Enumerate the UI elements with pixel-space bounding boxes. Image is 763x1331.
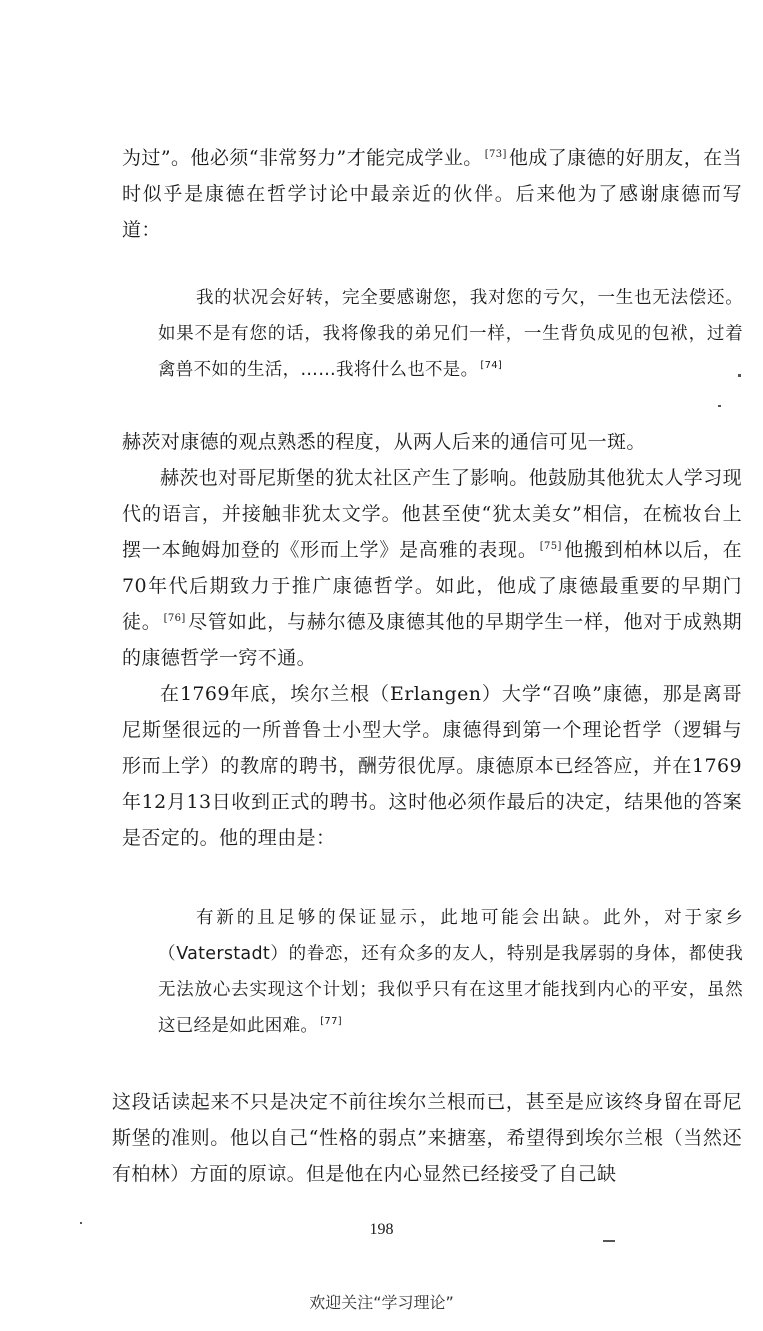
text-segment: 赫茨也对哥尼斯堡的犹太社区产生了影响。他鼓励其他犹太人学习现代的语言，并接触非犹太文学。他甚至使“犹太美女”相信，在梳妆台上摆一本鲍姆加登的《形而上学》是高雅的表现。 bbox=[122, 467, 743, 561]
text-segment: 赫茨对康德的观点熟悉的程度，从两人后来的通信可见一斑。 bbox=[122, 431, 646, 453]
quote-text: 我的状况会好转，完全要感谢您，我对您的亏欠，一生也无法偿还。如果不是有您的话，我将像我的弟兄们一样，一生背负成见的包袱，过着禽兽不如的生活，……我将什么也不是。 bbox=[158, 288, 743, 380]
footnote-ref-74: [74] bbox=[480, 360, 503, 372]
scan-speck bbox=[718, 405, 721, 407]
paragraph-1 bbox=[122, 140, 742, 248]
text-segment: 他成了康德的好朋友，在当时似乎是康德在哲学讨论中最亲近的伙伴。后来他为了感谢康德而写道： bbox=[122, 147, 742, 241]
text-segment: 这段话读起来不只是决定不前往埃尔兰根而已，甚至是应该终身留在哥尼斯堡的准则。他以自己“性格的弱点”来搪塞，希望得到埃尔兰根（当然还有柏林）方面的原谅。但是他在内心显然已经接受了自己缺 bbox=[112, 1091, 742, 1185]
paragraph-2 bbox=[122, 424, 742, 460]
page-number: 198 bbox=[369, 1221, 394, 1238]
paragraph-4 bbox=[122, 676, 742, 856]
footnote-ref-73: [73] bbox=[484, 148, 507, 160]
footnote-ref-76: [76] bbox=[163, 612, 186, 624]
block-quote-2 bbox=[158, 900, 743, 1044]
footnote-ref-75: [75] bbox=[539, 540, 562, 552]
footnote-ref-77: [77] bbox=[320, 1016, 342, 1028]
scan-speck bbox=[80, 1222, 82, 1224]
text-segment: 尽管如此，与赫尔德及康德其他的早期学生一样，他对于成熟期的康德哲学一窍不通。 bbox=[122, 611, 742, 669]
paragraph-5 bbox=[112, 1084, 742, 1192]
block-quote-1 bbox=[158, 280, 743, 388]
paragraph-3 bbox=[122, 460, 742, 676]
text-segment: 在1769年底，埃尔兰根（Erlangen）大学“召唤”康德，那是离哥尼斯堡很远的一所普鲁士小型大学。康德得到第一个理论哲学（逻辑与形而上学）的教席的聘书，酬劳很优厚。康德原本已经答应，并在1769年12月13日收到正式的聘书。这时他必须作最后的决定，结果他的答案是否定的。他的理由是： bbox=[122, 683, 742, 849]
quote-text: 有新的且足够的保证显示，此地可能会出缺。此外，对于家乡（Vaterstadt）的眷恋，还有众多的友人，特别是我孱弱的身体，都使我无法放心去实现这个计划；我似乎只有在这里才能找到内心的平安，虽然这已经是如此困难。 bbox=[158, 908, 743, 1036]
text-segment: 为过”。他必须“非常努力”才能完成学业。 bbox=[122, 147, 483, 169]
text-segment: 他搬到柏林以后，在70年代后期致力于推广康德哲学。如此，他成了康德最重要的早期门徒。 bbox=[122, 539, 742, 633]
scan-speck bbox=[738, 374, 741, 377]
footer-watermark: 欢迎关注“学习理论” bbox=[309, 1293, 454, 1312]
scan-speck bbox=[603, 1240, 615, 1242]
